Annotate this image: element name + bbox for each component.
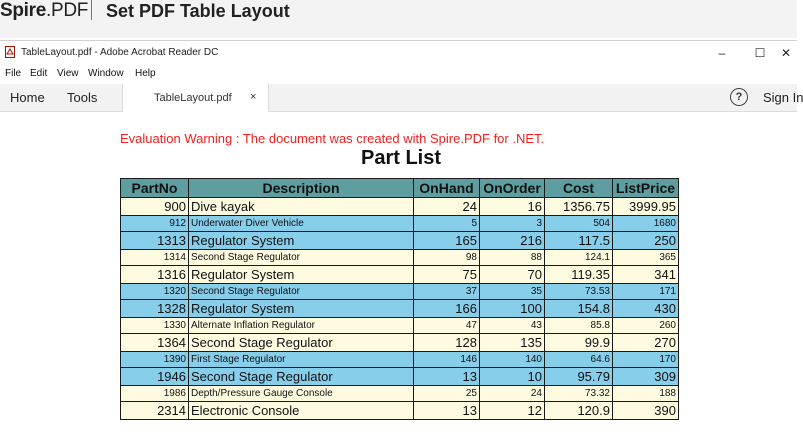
column-header: Cost (545, 179, 613, 198)
table-cell: 165 (414, 232, 480, 250)
table-cell: Regulator System (189, 232, 414, 250)
table-row (121, 318, 679, 334)
table-cell: Depth/Pressure Gauge Console (189, 386, 414, 402)
table-cell: 365 (613, 250, 679, 266)
banner (0, 0, 797, 38)
table-cell: 146 (414, 352, 480, 368)
table-cell: 1320 (121, 284, 189, 300)
table-cell: 85.8 (545, 318, 613, 334)
table-row (121, 334, 679, 352)
table-cell: 95.79 (545, 368, 613, 386)
table-cell: 2314 (121, 402, 189, 420)
table-cell: 70 (480, 266, 545, 284)
table-cell: 309 (613, 368, 679, 386)
window-title: TableLayout.pdf - Adobe Acrobat Reader DC (21, 47, 219, 58)
table-cell: Underwater Diver Vehicle (189, 216, 414, 232)
column-header: OnHand (414, 179, 480, 198)
sign-in-button[interactable]: Sign In (763, 90, 803, 105)
column-header: PartNo (121, 179, 189, 198)
table-cell: Electronic Console (189, 402, 414, 420)
table-cell: 25 (414, 386, 480, 402)
document-tab[interactable] (122, 84, 269, 112)
table-cell: 912 (121, 216, 189, 232)
table-cell: 170 (613, 352, 679, 368)
table-cell: 88 (480, 250, 545, 266)
table-cell: 1390 (121, 352, 189, 368)
table-row (121, 250, 679, 266)
table-cell: Second Stage Regulator (189, 250, 414, 266)
menu-file[interactable]: File (5, 68, 22, 79)
document-view (0, 112, 797, 438)
menu-view[interactable]: View (57, 68, 79, 79)
table-cell: Regulator System (189, 266, 414, 284)
table-cell: 188 (613, 386, 679, 402)
column-header: Description (189, 179, 414, 198)
close-tab-icon[interactable]: × (250, 91, 257, 103)
evaluation-warning: Evaluation Warning : The document was created with Spire.PDF for .NET. (120, 131, 545, 146)
table-cell: 13 (414, 368, 480, 386)
brand-logo: Spire.PDF (0, 0, 89, 21)
table-cell: 390 (613, 402, 679, 420)
menu-edit[interactable]: Edit (30, 68, 48, 79)
table-cell: First Stage Regulator (189, 352, 414, 368)
table-cell: 260 (613, 318, 679, 334)
table-cell: 270 (613, 334, 679, 352)
banner-title: Set PDF Table Layout (106, 1, 290, 21)
table-cell: 1356.75 (545, 198, 613, 216)
table-cell: 73.53 (545, 284, 613, 300)
table-cell: 117.5 (545, 232, 613, 250)
pdf-file-icon (5, 46, 15, 58)
table-cell: 73.32 (545, 386, 613, 402)
table-cell: 13 (414, 402, 480, 420)
table-row (121, 386, 679, 402)
table-row (121, 368, 679, 386)
table-cell: 99.9 (545, 334, 613, 352)
table-row (121, 284, 679, 300)
column-header: OnOrder (480, 179, 545, 198)
table-cell: 24 (480, 386, 545, 402)
toolbar (0, 84, 803, 112)
table-cell: 12 (480, 402, 545, 420)
title-bar (0, 41, 797, 65)
menu-window[interactable]: Window (88, 68, 124, 79)
table-cell: 5 (414, 216, 480, 232)
acrobat-window (0, 40, 803, 438)
table-cell: 124.1 (545, 250, 613, 266)
table-cell: Dive kayak (189, 198, 414, 216)
table-cell: 1330 (121, 318, 189, 334)
table-row (121, 402, 679, 420)
table-cell: 1946 (121, 368, 189, 386)
table-cell: 37 (414, 284, 480, 300)
table-row (121, 232, 679, 250)
table-cell: 64.6 (545, 352, 613, 368)
table-cell: Second Stage Regulator (189, 368, 414, 386)
table-cell: Regulator System (189, 300, 414, 318)
table-row (121, 300, 679, 318)
table-cell: 154.8 (545, 300, 613, 318)
table-cell: 47 (414, 318, 480, 334)
table-cell: 120.9 (545, 402, 613, 420)
table-cell: 1328 (121, 300, 189, 318)
table-cell: 504 (545, 216, 613, 232)
document-tab-label: TableLayout.pdf (154, 92, 232, 104)
table-row (121, 216, 679, 232)
table-cell: 430 (613, 300, 679, 318)
table-cell: 1680 (613, 216, 679, 232)
table-cell: 216 (480, 232, 545, 250)
table-cell: 1364 (121, 334, 189, 352)
column-header: ListPrice (613, 179, 679, 198)
table-cell: 250 (613, 232, 679, 250)
table-cell: 1986 (121, 386, 189, 402)
menu-help[interactable]: Help (135, 68, 156, 79)
table-cell: 119.35 (545, 266, 613, 284)
table-cell: 171 (613, 284, 679, 300)
document-title: Part List (360, 147, 442, 169)
table-cell: 98 (414, 250, 480, 266)
table-cell: 341 (613, 266, 679, 284)
table-cell: 128 (414, 334, 480, 352)
home-tab[interactable]: Home (10, 90, 45, 105)
table-cell: 166 (414, 300, 480, 318)
table-cell: 1316 (121, 266, 189, 284)
table-cell: Alternate Inflation Regulator (189, 318, 414, 334)
table-cell: 75 (414, 266, 480, 284)
banner-divider (91, 0, 92, 20)
minimize-button[interactable]: – (718, 46, 726, 60)
table-row (121, 352, 679, 368)
table-cell: Second Stage Regulator (189, 284, 414, 300)
table-cell: 100 (480, 300, 545, 318)
maximize-button[interactable]: ☐ (754, 46, 766, 60)
close-window-button[interactable]: ✕ (780, 46, 792, 60)
table-cell: 43 (480, 318, 545, 334)
tools-tab[interactable]: Tools (67, 90, 98, 105)
table-cell: 135 (480, 334, 545, 352)
table-cell: 900 (121, 198, 189, 216)
table-cell: 35 (480, 284, 545, 300)
table-cell: 140 (480, 352, 545, 368)
table-cell: 3 (480, 216, 545, 232)
table-cell: 3999.95 (613, 198, 679, 216)
table-cell: Second Stage Regulator (189, 334, 414, 352)
help-icon[interactable]: ? (730, 88, 748, 106)
parts-table (120, 178, 679, 420)
table-cell: 16 (480, 198, 545, 216)
table-header (121, 179, 679, 198)
table-cell: 24 (414, 198, 480, 216)
table-cell: 10 (480, 368, 545, 386)
table-cell: 1314 (121, 250, 189, 266)
table-cell: 1313 (121, 232, 189, 250)
table-row (121, 198, 679, 216)
table-row (121, 266, 679, 284)
